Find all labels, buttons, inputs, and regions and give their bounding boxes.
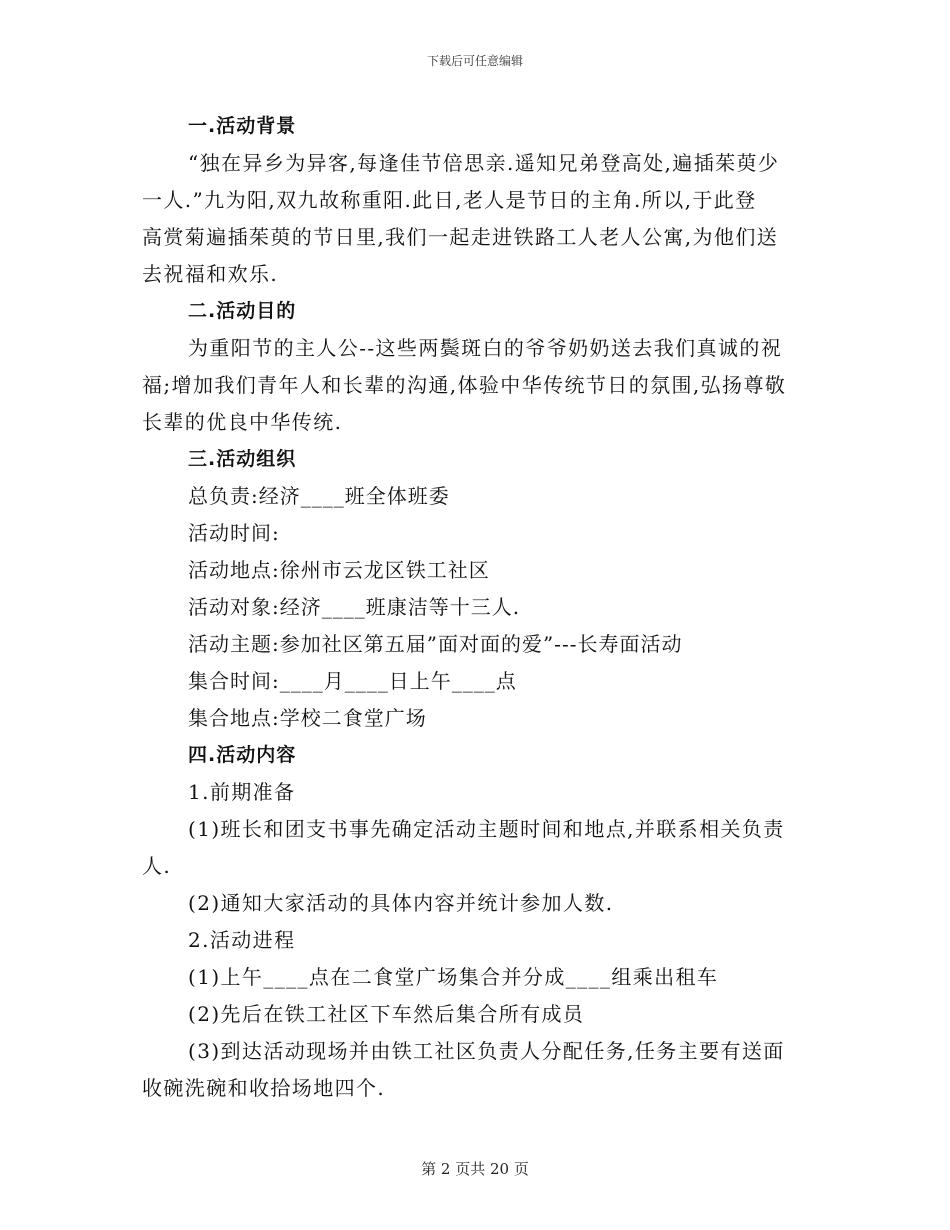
paragraph-line: 长辈的优良中华传统. [142, 410, 343, 434]
background-paragraph [142, 145, 814, 293]
content-list [142, 774, 814, 1107]
list-item-continuation: 人. [142, 854, 172, 878]
list-item-continuation: 收碗洗碗和收拾场地四个. [142, 1076, 386, 1100]
paragraph-line: 福;增加我们青年人和长辈的沟通,体验中华传统节日的氛围,弘扬尊敬 [142, 373, 787, 397]
organization-list [142, 478, 814, 737]
section-heading-organization: 三.活动组织 [188, 448, 297, 470]
paragraph-line: “独在异乡为异客,每逢佳节倍思亲.遥知兄弟登高处,遍插茱萸少 [188, 151, 780, 175]
list-item: (2)先后在铁工社区下车然后集合所有成员 [188, 1002, 585, 1026]
org-item-gather-place: 集合地点:学校二食堂广场 [188, 706, 427, 730]
paragraph-line: 一人.”九为阳,双九故称重阳.此日,老人是节日的主角.所以,于此登 [142, 188, 757, 212]
org-item-time: 活动时间: [188, 521, 280, 545]
section-heading-background: 一.活动背景 [188, 115, 297, 137]
org-item-theme: 活动主题:参加社区第五届”面对面的爱”---长寿面活动 [188, 632, 683, 656]
page-footer: 第 2 页共 20 页 [421, 1160, 529, 1178]
subheading-process: 2.活动进程 [188, 928, 296, 952]
list-item: (1)班长和团支书事先确定活动主题时间和地点,并联系相关负责 [188, 817, 785, 841]
org-item-gather-time: 集合时间:____月____日上午____点 [188, 669, 517, 693]
page-header: 下载后可任意编辑 [426, 54, 523, 68]
section-heading-content: 四.活动内容 [188, 744, 297, 766]
document-body [142, 108, 814, 1107]
org-item-location: 活动地点:徐州市云龙区铁工社区 [188, 558, 490, 582]
org-item-leader: 总负责:经济____班全体班委 [188, 484, 450, 508]
section-heading-purpose: 二.活动目的 [188, 300, 297, 322]
list-item: (3)到达活动现场并由铁工社区负责人分配任务,任务主要有送面 [188, 1039, 785, 1063]
paragraph-line: 高赏菊遍插茱萸的节日里,我们一起走进铁路工人老人公寓,为他们送 [142, 225, 779, 249]
subheading-preparation: 1.前期准备 [188, 780, 296, 804]
list-item: (1)上午____点在二食堂广场集合并分成____组乘出租车 [188, 965, 719, 989]
paragraph-line: 为重阳节的主人公--这些两鬓斑白的爷爷奶奶送去我们真诚的祝 [188, 336, 783, 360]
list-item: (2)通知大家活动的具体内容并统计参加人数. [188, 891, 614, 915]
org-item-participants: 活动对象:经济____班康洁等十三人. [188, 595, 521, 619]
purpose-paragraph [142, 330, 814, 441]
paragraph-line: 去祝福和欢乐. [142, 262, 279, 286]
